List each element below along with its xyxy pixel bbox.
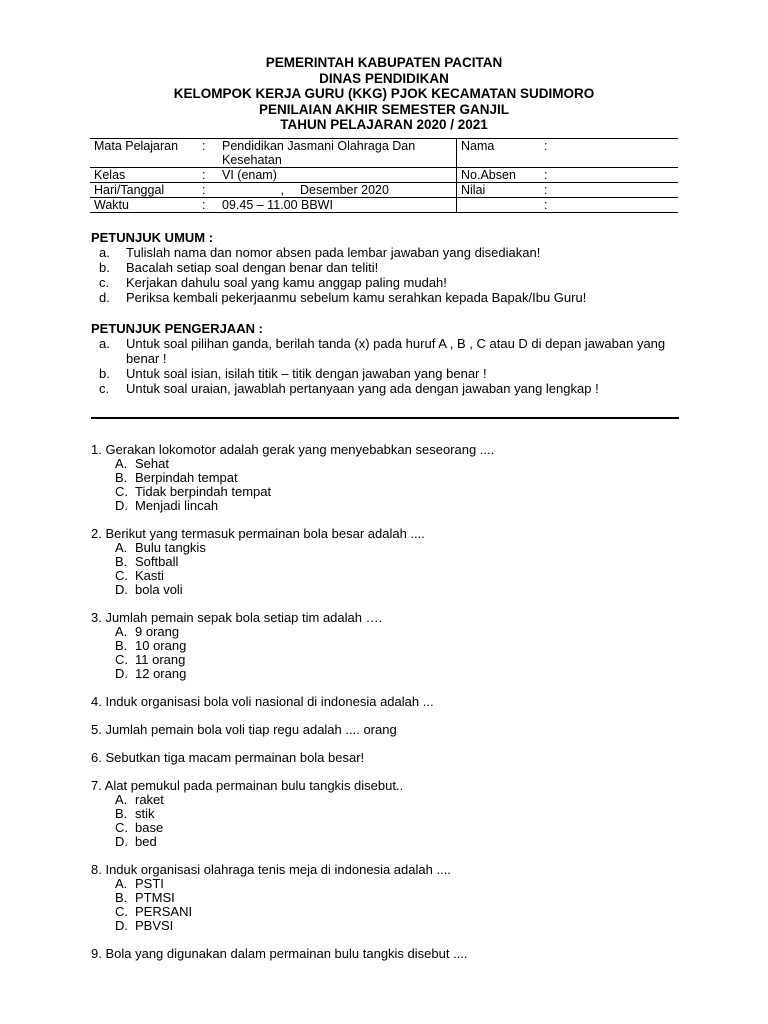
question-stem: 8. Induk organisasi olahraga tenis meja di indonesia adalah .... — [91, 862, 451, 877]
document-header — [0, 55, 768, 133]
option-text: PSTI — [135, 876, 164, 891]
option-text: base — [135, 820, 164, 835]
question — [91, 751, 691, 765]
item-marker: d. — [99, 290, 110, 305]
blank-field[interactable] — [560, 198, 678, 213]
option[interactable] — [91, 541, 691, 555]
option-text: Berpindah tempat — [135, 470, 238, 485]
option-letter: C. — [115, 820, 128, 835]
option-letter: C. — [115, 904, 128, 919]
option[interactable] — [91, 653, 691, 667]
divider-line — [91, 417, 679, 419]
header-line: PEMERINTAH KABUPATEN PACITAN — [265, 55, 503, 70]
item-marker: c. — [99, 381, 110, 396]
date-month-year: Desember 2020 — [300, 183, 389, 197]
instruction-list — [91, 336, 666, 396]
info-label: Mata Pelajaran — [94, 139, 179, 153]
option[interactable] — [91, 891, 691, 905]
info-value: VI (enam) — [222, 168, 277, 182]
info-value: 09.45 – 11.00 BBWI — [222, 198, 333, 212]
item-marker: a. — [99, 336, 110, 351]
list-item — [91, 381, 666, 396]
option[interactable] — [91, 905, 691, 919]
list-item — [91, 260, 691, 275]
info-row-time — [90, 198, 678, 213]
instruction-list — [91, 245, 691, 305]
option-text: bola voli — [135, 582, 183, 597]
option-letter: C. — [115, 652, 128, 667]
option-letter: A. — [115, 540, 128, 555]
option-list — [91, 625, 691, 681]
question — [91, 863, 691, 933]
info-label: Waktu — [94, 198, 129, 212]
option-text: Softball — [135, 554, 179, 569]
option-letter: B. — [115, 806, 128, 821]
option-letter: B. — [115, 554, 128, 569]
option-letter: A. — [115, 624, 128, 639]
info-right-label: Nilai — [457, 183, 541, 198]
option[interactable] — [91, 569, 691, 583]
info-value — [218, 183, 457, 198]
item-marker: c. — [99, 275, 110, 290]
question — [91, 611, 691, 681]
option-letter: B. — [115, 470, 128, 485]
option[interactable] — [91, 835, 691, 849]
option[interactable] — [91, 877, 691, 891]
option-list — [91, 541, 691, 597]
question-stem: 7. Alat pemukul pada permainan bulu tangkis disebut.. — [91, 778, 404, 793]
option-list — [91, 457, 691, 513]
item-marker: b. — [99, 260, 110, 275]
option-letter: B. — [115, 638, 128, 653]
question-stem: 5. Jumlah pemain bola voli tiap regu adalah .... orang — [91, 722, 397, 737]
info-colon: : — [202, 168, 206, 182]
info-colon: : — [202, 198, 206, 212]
option-letter: D. — [115, 582, 128, 597]
option-letter: A. — [115, 876, 128, 891]
option-text: PBVSI — [135, 918, 174, 933]
question-stem: 6. Sebutkan tiga macam permainan bola besar! — [91, 750, 365, 765]
option-text: 12 orang — [135, 666, 187, 681]
item-text: Untuk soal pilihan ganda, berilah tanda (x) pada huruf A , B , C atau D di depan jawaban yang benar ! — [126, 336, 666, 366]
option-letter: D. — [115, 834, 128, 849]
name-field[interactable] — [560, 139, 678, 168]
info-row-class — [90, 168, 678, 183]
option[interactable] — [91, 667, 691, 681]
option-letter: D. — [115, 498, 128, 513]
work-instructions — [91, 321, 666, 396]
option-letter: D. — [115, 666, 128, 681]
question-stem: 3. Jumlah pemain sepak bola setiap tim adalah …. — [91, 610, 383, 625]
option-text: 11 orang — [135, 652, 186, 667]
question-list — [91, 443, 691, 961]
score-field[interactable] — [560, 183, 678, 198]
item-text: Untuk soal uraian, jawablah pertanyaan yang ada dengan jawaban yang lengkap ! — [126, 381, 599, 396]
item-text: Kerjakan dahulu soal yang kamu anggap paling mudah! — [126, 275, 447, 290]
option-text: 9 orang — [135, 624, 180, 639]
option[interactable] — [91, 919, 691, 933]
question — [91, 695, 691, 709]
item-text: Untuk soal isian, isilah titik – titik dengan jawaban yang benar ! — [126, 366, 487, 381]
info-value: Pendidikan Jasmani Olahraga Dan Kesehatan — [222, 139, 416, 167]
absen-field[interactable] — [560, 168, 678, 183]
item-marker: a. — [99, 245, 110, 260]
list-item — [91, 366, 666, 381]
item-marker: b. — [99, 366, 110, 381]
option[interactable] — [91, 583, 691, 597]
option-text: stik — [135, 806, 155, 821]
option-text: Kasti — [135, 568, 164, 583]
option-text: PERSANI — [135, 904, 193, 919]
question — [91, 779, 691, 849]
info-colon: : — [202, 139, 206, 153]
header-line: PENILAIAN AKHIR SEMESTER GANJIL — [258, 101, 510, 117]
option-text: bed — [135, 834, 157, 849]
option-letter: A. — [115, 792, 128, 807]
section-title: PETUNJUK UMUM : — [91, 230, 214, 245]
option[interactable] — [91, 471, 691, 485]
info-row-date — [90, 183, 678, 198]
option-text: PTMSI — [135, 890, 175, 905]
header-line: TAHUN PELAJARAN 2020 / 2021 — [280, 117, 488, 132]
option-list — [91, 793, 691, 849]
option-text: Tidak berpindah tempat — [135, 484, 272, 499]
info-right-label — [457, 198, 541, 213]
question — [91, 443, 691, 513]
option[interactable] — [91, 485, 691, 499]
info-colon: : — [202, 183, 206, 197]
info-colon: : — [544, 139, 548, 153]
info-row-subject — [90, 139, 678, 168]
option-letter: C. — [115, 484, 128, 499]
option-letter: D. — [115, 918, 128, 933]
option-letter: B. — [115, 890, 128, 905]
info-colon: : — [544, 168, 548, 182]
option-letter: C. — [115, 568, 128, 583]
option-text: raket — [135, 792, 164, 807]
info-colon: : — [544, 183, 548, 197]
option[interactable] — [91, 457, 691, 471]
question-stem: 1. Gerakan lokomotor adalah gerak yang menyebabkan seseorang .... — [91, 442, 495, 457]
info-colon: : — [544, 198, 548, 212]
question-stem: 4. Induk organisasi bola voli nasional di indonesia adalah ... — [91, 694, 434, 709]
header-line: KELOMPOK KERJA GURU (KKG) PJOK KECAMATAN SUDIMORO — [173, 86, 595, 101]
option-text: Bulu tangkis — [135, 540, 206, 555]
list-item — [91, 336, 666, 366]
list-item — [91, 275, 691, 290]
option-text: 10 orang — [135, 638, 187, 653]
info-right-label: Nama — [457, 139, 541, 168]
info-label: Kelas — [94, 168, 126, 182]
option-list — [91, 877, 691, 933]
question — [91, 947, 691, 961]
item-text: Bacalah setiap soal dengan benar dan teliti! — [126, 260, 379, 275]
option[interactable] — [91, 793, 691, 807]
option[interactable] — [91, 499, 691, 513]
item-text: Tulislah nama dan nomor absen pada lembar jawaban yang disediakan! — [126, 245, 541, 260]
date-comma: , — [280, 183, 284, 197]
list-item — [91, 290, 691, 305]
student-info-table — [90, 138, 678, 213]
general-instructions — [91, 230, 691, 305]
header-line: DINAS PENDIDIKAN — [319, 70, 449, 86]
list-item — [91, 245, 691, 260]
info-right-label: No.Absen — [457, 168, 541, 183]
option[interactable] — [91, 625, 691, 639]
info-label: Hari/Tanggal — [94, 183, 165, 197]
option-letter: A. — [115, 456, 128, 471]
option[interactable] — [91, 639, 691, 653]
question — [91, 723, 691, 737]
item-text: Periksa kembali pekerjaanmu sebelum kamu serahkan kepada Bapak/Ibu Guru! — [126, 290, 587, 305]
option-text: Sehat — [135, 456, 169, 471]
question — [91, 527, 691, 597]
option[interactable] — [91, 821, 691, 835]
option[interactable] — [91, 807, 691, 821]
option-text: Menjadi lincah — [135, 498, 219, 513]
question-stem: 2. Berikut yang termasuk permainan bola besar adalah .... — [91, 526, 425, 541]
question-stem: 9. Bola yang digunakan dalam permainan bulu tangkis disebut .... — [91, 946, 468, 961]
option[interactable] — [91, 555, 691, 569]
section-title: PETUNJUK PENGERJAAN : — [91, 321, 263, 336]
